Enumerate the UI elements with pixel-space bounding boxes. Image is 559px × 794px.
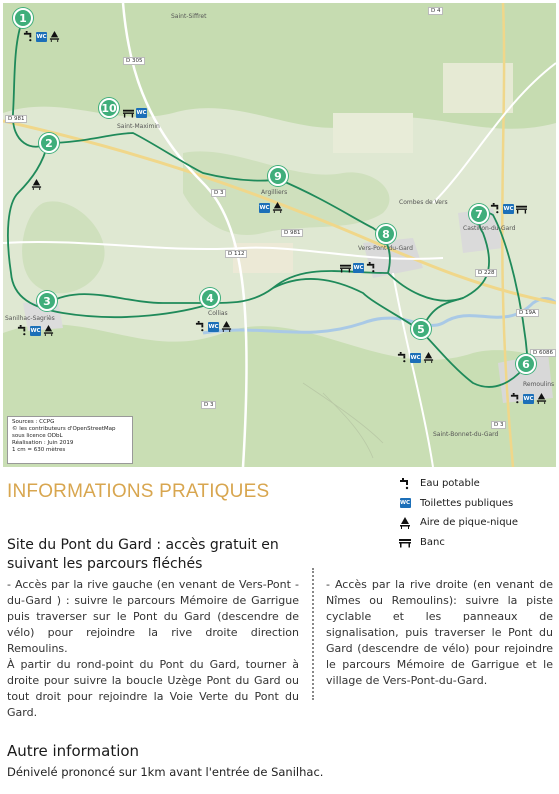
place-collias: Collias — [208, 310, 228, 317]
picnic-area-icon — [423, 352, 434, 363]
water-tap-icon — [490, 203, 501, 214]
place-combes: Combes de Vers — [399, 199, 448, 206]
road-label: D 4 — [428, 7, 443, 15]
place-argilliers: Argilliers — [261, 189, 288, 196]
toilets-icon: WC — [523, 395, 534, 402]
map-credits — [7, 416, 133, 464]
toilets-icon: WC — [259, 204, 270, 211]
stage-marker-5[interactable]: 5 — [411, 319, 431, 339]
stage-marker-1[interactable]: 1 — [13, 8, 33, 28]
stage-marker-2[interactable]: 2 — [39, 133, 59, 153]
toilets-icon: WC — [208, 323, 219, 330]
water-tap-icon — [366, 262, 377, 273]
legend-item-toilets — [398, 494, 518, 514]
toilets-icon: WC — [353, 264, 364, 271]
road-label: D 19A — [516, 309, 539, 317]
stage-marker-4[interactable]: 4 — [200, 288, 220, 308]
toilets-icon: WC — [410, 354, 421, 361]
road-label: D 228 — [475, 269, 497, 277]
amenities-5 — [397, 352, 434, 363]
stage-marker-10[interactable]: 10 — [99, 98, 119, 118]
water-tap-icon — [23, 31, 34, 42]
map-background — [3, 3, 556, 467]
route-map — [3, 3, 556, 467]
left-paragraph-2: À partir du rond-point du Pont du Gard, tourner à droite pour suivre la boucle Uzège Pont du Gard ou tout droit pour rejoindre la Voie Verte du Pont du Gard. — [7, 658, 299, 719]
picnic-area-icon — [31, 179, 42, 190]
stage-marker-3[interactable]: 3 — [37, 291, 57, 311]
place-saint-maximin: Saint-Maximin — [117, 123, 160, 130]
left-column — [7, 577, 299, 721]
stage-marker-6[interactable]: 6 — [516, 354, 536, 374]
amenities-4 — [195, 321, 232, 332]
road-label: D 3 — [211, 189, 226, 197]
legend-label: Eau potable — [420, 478, 480, 490]
road-label: D 981 — [281, 229, 303, 237]
road-label: D 3 — [201, 401, 216, 409]
bench-icon — [516, 203, 527, 214]
bench-icon — [399, 536, 411, 548]
credit-line: © les contributeurs d'OpenStreetMap — [12, 426, 116, 432]
right-paragraph-1: - Accès par la rive droite (en venant de Nîmes ou Remoulins): suivre la piste cyclable et les panneaux de signalisation, puis traverser le Pont du Gard (descendre de vélo) pour rejoindre le parcours Mémoire de Garrigue et le village de Vers-Pont-du-Gard. — [326, 578, 553, 687]
credit-line: Réalisation : Juin 2019 — [12, 440, 74, 446]
amenities-7 — [490, 203, 527, 214]
toilets-icon: WC — [136, 109, 147, 116]
place-saint-bonnet: Saint-Bonnet-du-Gard — [433, 431, 499, 438]
road-label: D 981 — [5, 115, 27, 123]
toilets-icon: WC — [503, 205, 514, 212]
credit-line: Sources : CCPG — [12, 419, 55, 425]
stage-marker-8[interactable]: 8 — [376, 224, 396, 244]
other-info-text: Dénivelé prononcé sur 1km avant l'entrée de Sanilhac. — [7, 765, 324, 779]
amenities-9 — [259, 202, 283, 213]
place-remoulins: Remoulins — [523, 381, 555, 388]
stage-marker-7[interactable]: 7 — [469, 204, 489, 224]
legend-label: Toilettes publiques — [420, 497, 514, 509]
amenities-picnic — [31, 179, 42, 190]
amenities-3 — [17, 325, 54, 336]
place-sanilhac: Sanilhac-Sagriès — [5, 315, 55, 322]
toilets-icon: WC — [399, 500, 411, 507]
place-vers: Vers-Pont-du-Gard — [358, 245, 413, 252]
road-label: D 6086 — [530, 349, 556, 357]
toilets-icon: WC — [30, 327, 41, 334]
amenities-1 — [23, 31, 60, 42]
info-title: INFORMATIONS PRATIQUES — [7, 481, 270, 502]
place-castillon: Castillon-du-Gard — [463, 225, 516, 232]
other-info-heading: Autre information — [7, 742, 140, 760]
legend-label: Aire de pique-nique — [420, 517, 519, 529]
credit-line: 1 cm = 630 mètres — [12, 447, 66, 453]
picnic-area-icon — [43, 325, 54, 336]
column-divider — [312, 568, 314, 700]
picnic-area-icon — [536, 393, 547, 404]
road-label: D 3 — [491, 421, 506, 429]
toilets-icon: WC — [36, 33, 47, 40]
stage-marker-9[interactable]: 9 — [268, 166, 288, 186]
water-tap-icon — [397, 352, 408, 363]
picnic-area-icon — [49, 31, 60, 42]
amenities-10 — [123, 107, 147, 118]
map-legend — [398, 474, 518, 552]
credit-line: sous licence ODbL — [12, 433, 63, 439]
left-paragraph-1: - Accès par la rive gauche (en venant de Vers-Pont - du-Gard ) : suivre le parcours Mémoire de Garrigue puis traverser sur le Pont du Gard (descendre de vélo) pour rejoindre la rive droite direction Remoulins. — [7, 578, 299, 655]
site-heading: Site du Pont du Gard : accès gratuit en suivant les parcours fléchés — [7, 537, 279, 572]
road-label: D 305 — [123, 57, 145, 65]
legend-item-water — [398, 474, 518, 494]
water-tap-icon — [510, 393, 521, 404]
water-tap-icon — [195, 321, 206, 332]
right-column — [326, 577, 553, 689]
bench-icon — [123, 107, 134, 118]
bench-icon — [340, 262, 351, 273]
amenities-8 — [340, 262, 377, 273]
place-saint-siffret: Saint-Siffret — [171, 13, 207, 20]
water-tap-icon — [17, 325, 28, 336]
amenities-6 — [510, 393, 547, 404]
picnic-area-icon — [399, 517, 411, 529]
road-label: D 112 — [225, 250, 247, 258]
legend-item-bench — [398, 533, 518, 553]
legend-item-picnic — [398, 513, 518, 533]
picnic-area-icon — [221, 321, 232, 332]
picnic-area-icon — [272, 202, 283, 213]
legend-label: Banc — [420, 536, 445, 548]
water-tap-icon — [399, 478, 411, 490]
